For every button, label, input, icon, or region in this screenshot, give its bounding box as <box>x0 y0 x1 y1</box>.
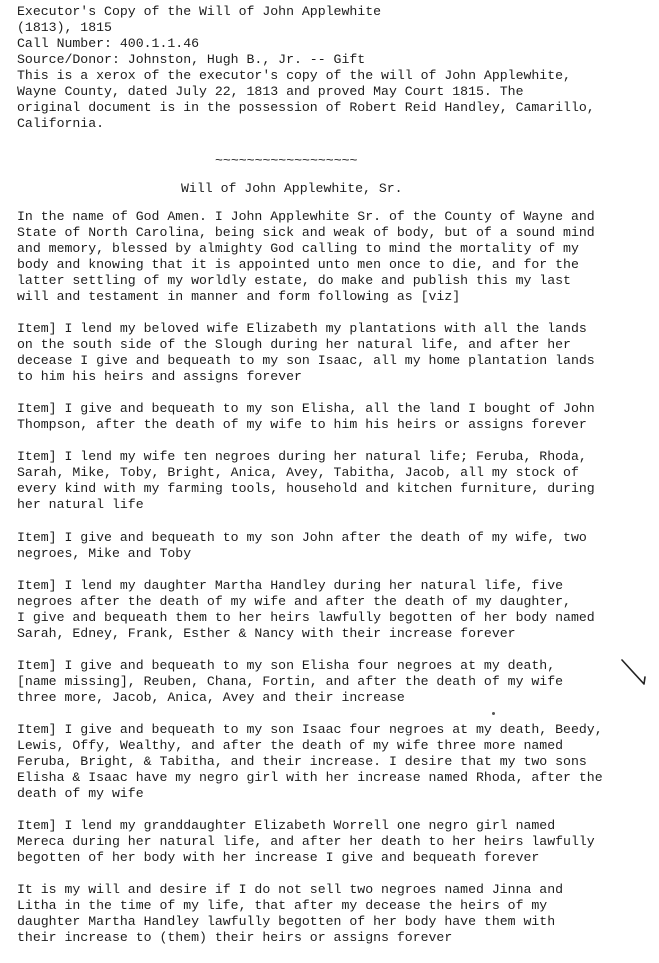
pen-check-mark <box>620 658 650 690</box>
will-paragraph <box>17 578 657 642</box>
paragraph-line: begotten of her body with her increase I give and bequeath forever <box>17 850 540 865</box>
paragraph-line: Item] I give and bequeath to my son Isaac four negroes at my death, Beedy, <box>17 722 603 737</box>
paragraph-line: body and knowing that it is appointed unto men once to die, and for the <box>17 257 579 272</box>
will-paragraph <box>17 658 657 706</box>
paragraph-line: Sarah, Mike, Toby, Bright, Anica, Avey, Tabitha, Jacob, all my stock of <box>17 465 579 480</box>
paragraph-line: her natural life <box>17 497 144 512</box>
header-description-line: original document is in the possession of Robert Reid Handley, Camarillo, <box>17 100 595 115</box>
paragraph-line: Feruba, Bright, & Tabitha, and their increase. I desire that my two sons <box>17 754 587 769</box>
will-paragraph <box>17 209 657 305</box>
will-paragraph <box>17 722 657 802</box>
paragraph-line: Item] I lend my granddaughter Elizabeth Worrell one negro girl named <box>17 818 556 833</box>
will-paragraph <box>17 882 657 946</box>
paragraph-line: State of North Carolina, being sick and weak of body, but of a sound mind <box>17 225 595 240</box>
header-description-line: Wayne County, dated July 22, 1813 and proved May Court 1815. The <box>17 84 524 99</box>
paragraph-line: [name missing], Reuben, Chana, Fortin, and after the death of my wife <box>17 674 564 689</box>
paragraph-line: Item] I give and bequeath to my son John after the death of my wife, two <box>17 530 587 545</box>
document-page <box>17 4 657 946</box>
paragraph-line: and memory, blessed by almighty God calling to mind the mortality of my <box>17 241 579 256</box>
will-paragraph <box>17 530 657 562</box>
paragraph-line: Mereca during her natural life, and after her death to her heirs lawfully <box>17 834 595 849</box>
document-header <box>17 4 657 132</box>
paragraph-line: I give and bequeath them to her heirs lawfully begotten of her body named <box>17 610 595 625</box>
paragraph-line: three more, Jacob, Anica, Avey and their increase <box>17 690 405 705</box>
paragraph-line: Sarah, Edney, Frank, Esther & Nancy with their increase forever <box>17 626 516 641</box>
paragraph-line: Thompson, after the death of my wife to him his heirs or assigns forever <box>17 417 587 432</box>
paragraph-line: on the south side of the Slough during her natural life, and after her <box>17 337 571 352</box>
speck-mark <box>492 712 495 715</box>
paragraph-line: Item] I give and bequeath to my son Elisha, all the land I bought of John <box>17 401 595 416</box>
paragraph-line: Litha in the time of my life, that after my decease the heirs of my <box>17 898 548 913</box>
paragraph-line: will and testament in manner and form following as [viz] <box>17 289 461 304</box>
paragraph-line: to him his heirs and assigns forever <box>17 369 302 384</box>
will-paragraph <box>17 818 657 866</box>
paragraph-line: Item] I give and bequeath to my son Elisha four negroes at my death, <box>17 658 556 673</box>
paragraph-line: It is my will and desire if I do not sell two negroes named Jinna and <box>17 882 564 897</box>
paragraph-line: every kind with my farming tools, household and kitchen furniture, during <box>17 481 595 496</box>
will-paragraph <box>17 321 657 385</box>
paragraph-line: negroes, Mike and Toby <box>17 546 192 561</box>
paragraph-line: latter settling of my worldly estate, do make and publish this my last <box>17 273 571 288</box>
paragraph-line: Lewis, Offy, Wealthy, and after the death of my wife three more named <box>17 738 564 753</box>
paragraph-line: their increase to (them) their heirs or assigns forever <box>17 930 453 945</box>
header-call-number: Call Number: 400.1.1.46 <box>17 36 200 51</box>
will-paragraph <box>17 449 657 513</box>
header-description-line: California. <box>17 116 105 131</box>
paragraph-line: daughter Martha Handley lawfully begotten of her body have them with <box>17 914 556 929</box>
will-paragraph <box>17 401 657 433</box>
paragraph-line: negroes after the death of my wife and after the death of my daughter, <box>17 594 571 609</box>
paragraph-line: death of my wife <box>17 786 144 801</box>
header-date: (1813), 1815 <box>17 20 112 35</box>
will-title: Will of John Applewhite, Sr. <box>181 181 403 196</box>
header-source: Source/Donor: Johnston, Hugh B., Jr. -- Gift <box>17 52 366 67</box>
paragraph-line: decease I give and bequeath to my son Isaac, all my home plantation lands <box>17 353 595 368</box>
paragraph-line: Item] I lend my daughter Martha Handley during her natural life, five <box>17 578 564 593</box>
paragraph-line: Item] I lend my beloved wife Elizabeth my plantations with all the lands <box>17 321 587 336</box>
paragraph-line: Item] I lend my wife ten negroes during her natural life; Feruba, Rhoda, <box>17 449 587 464</box>
header-description-line: This is a xerox of the executor's copy of the will of John Applewhite, <box>17 68 571 83</box>
separator-line: ~~~~~~~~~~~~~~~~~~ <box>215 153 358 168</box>
paragraph-line: Elisha & Isaac have my negro girl with her increase named Rhoda, after the <box>17 770 603 785</box>
header-title: Executor's Copy of the Will of John Applewhite <box>17 4 382 19</box>
paragraph-line: In the name of God Amen. I John Applewhite Sr. of the County of Wayne and <box>17 209 595 224</box>
